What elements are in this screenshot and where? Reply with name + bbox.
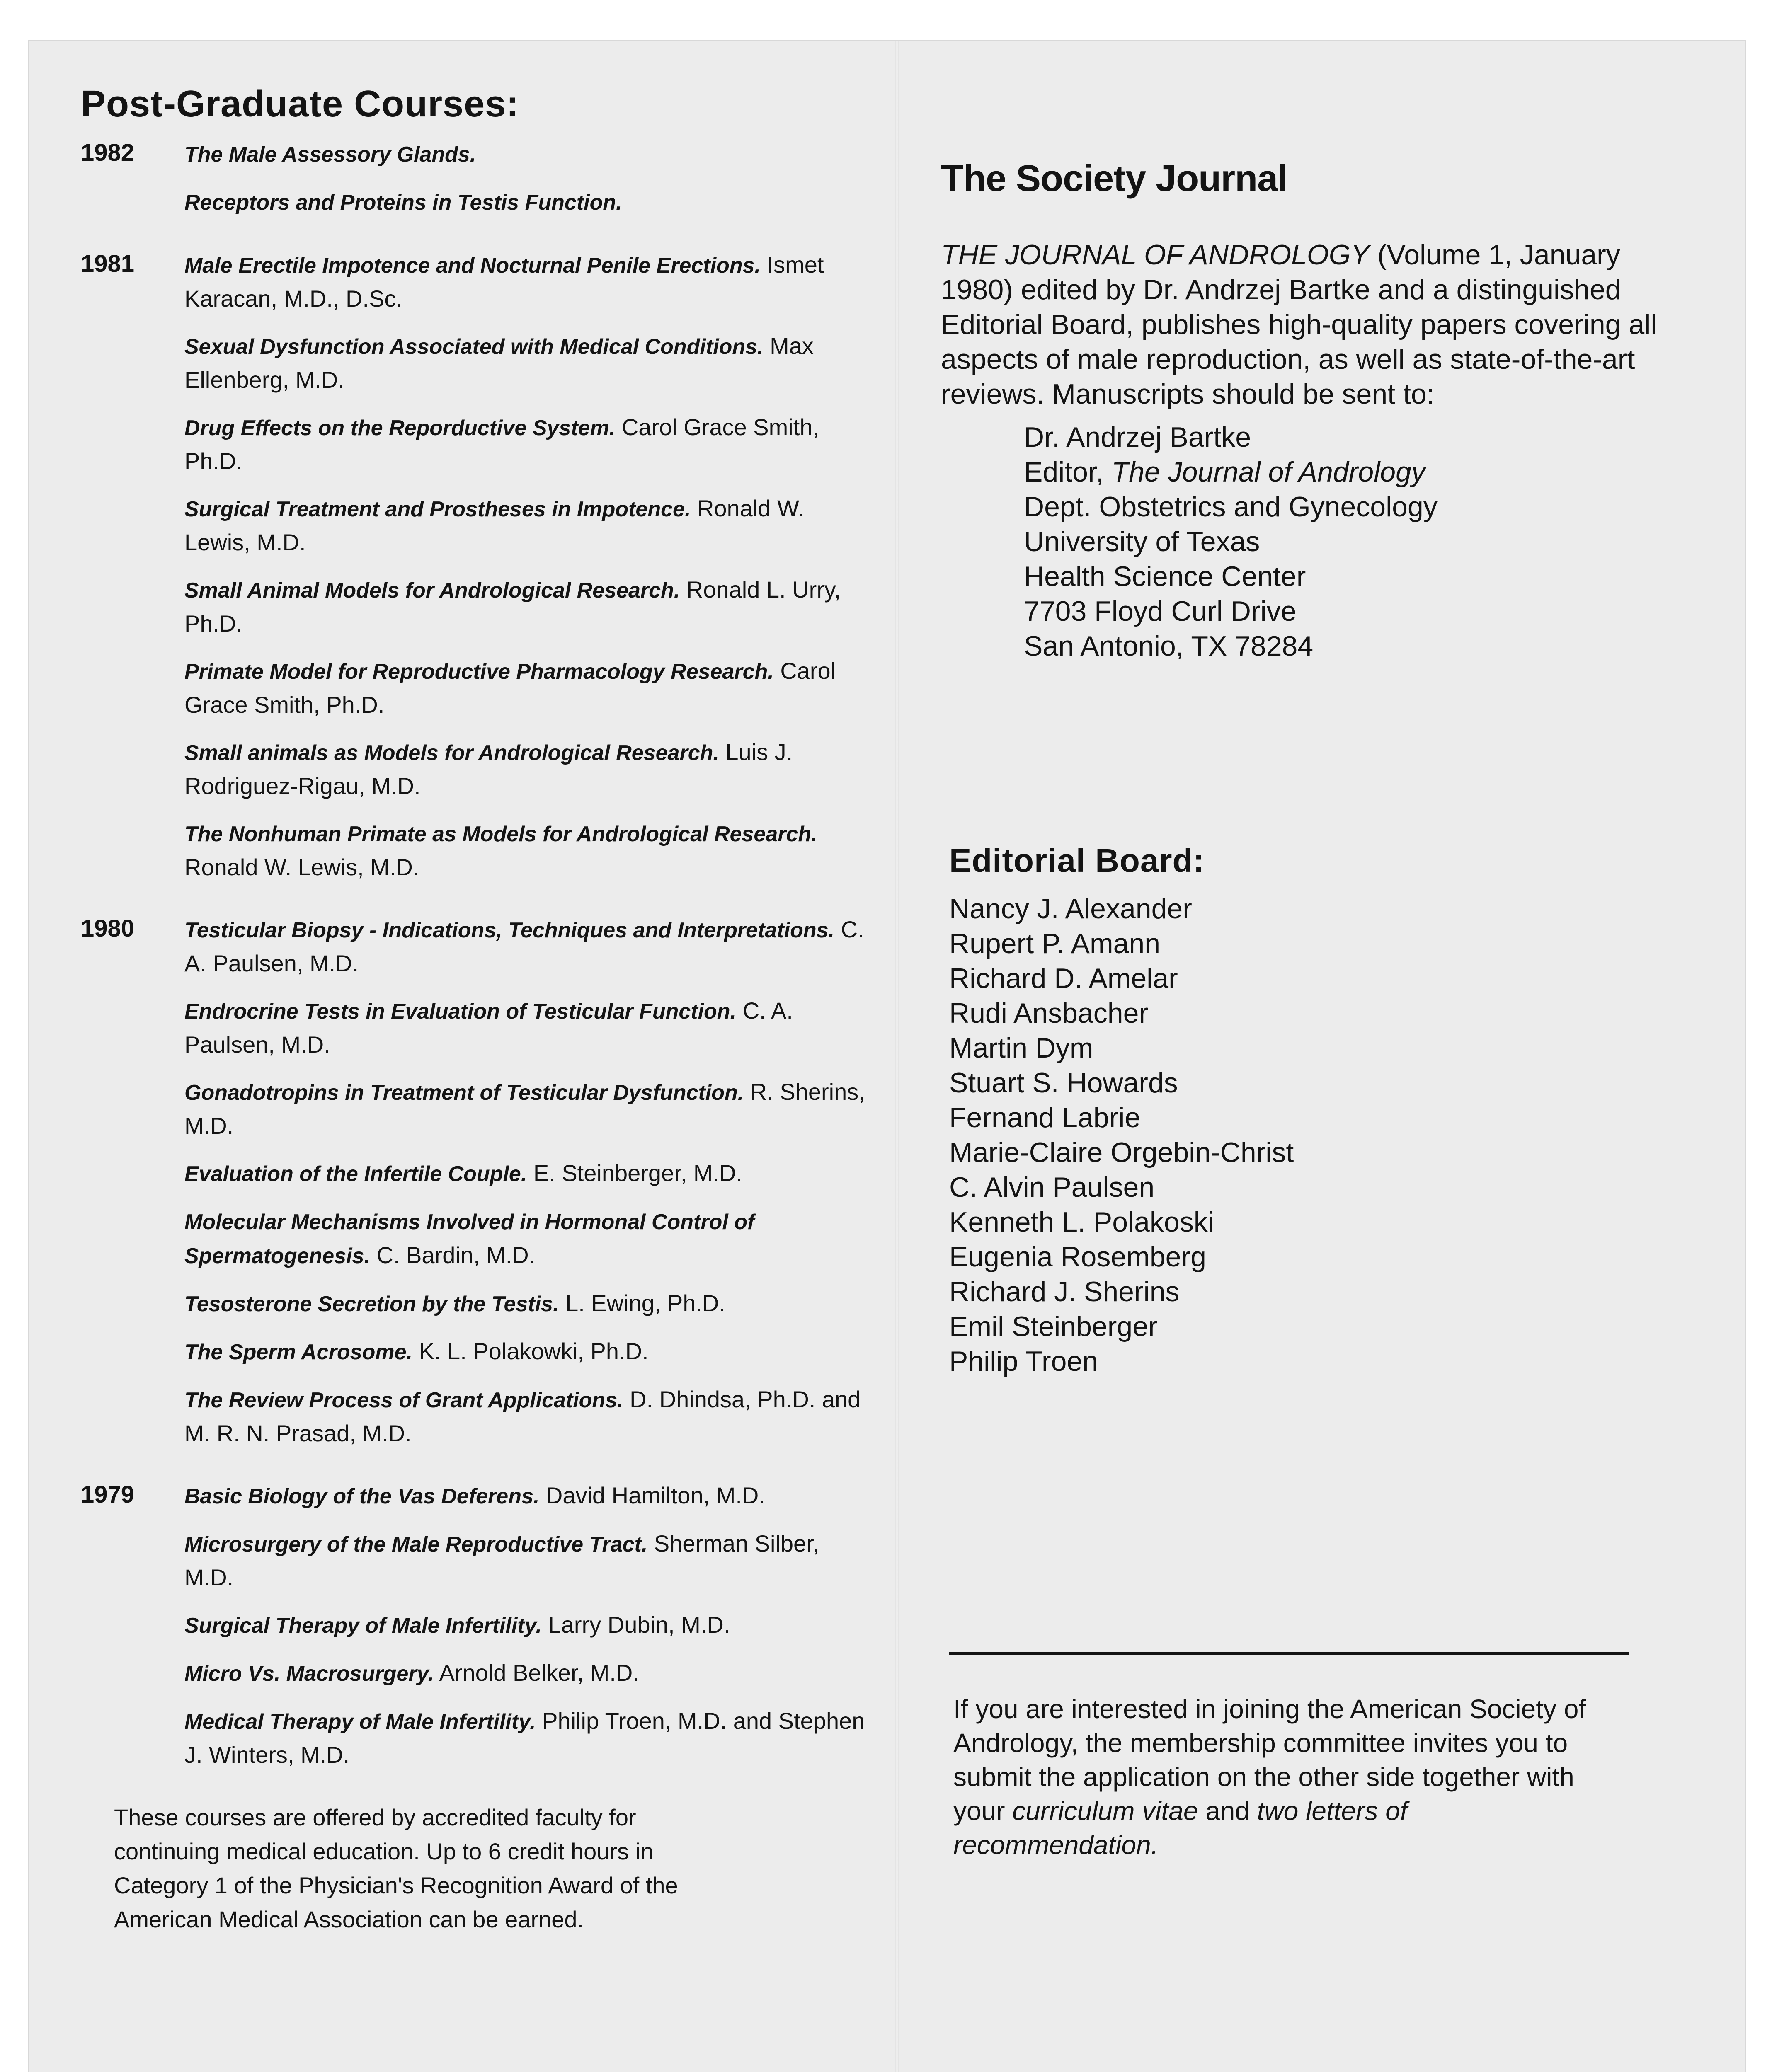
course-title: Basic Biology of the Vas Deferens.: [184, 1484, 540, 1508]
board-member: Eugenia Rosemberg: [949, 1241, 1206, 1273]
course-item: [184, 185, 868, 219]
course-author: K. L. Polakowki, Ph.D.: [419, 1338, 649, 1364]
course-item: [184, 1383, 868, 1450]
address-editor-prefix: Editor,: [1024, 456, 1112, 488]
course-author: Philip Troen, M.D. and Stephen J. Winters, M.D.: [184, 1708, 865, 1768]
course-author: E. Steinberger, M.D.: [533, 1160, 743, 1186]
course-item: [184, 1205, 868, 1273]
course-title: Drug Effects on the Reporductive System.: [184, 416, 616, 440]
course-author: David Hamilton, M.D.: [545, 1482, 765, 1508]
join-text-2: and: [1198, 1796, 1257, 1826]
course-item: [184, 248, 868, 315]
course-author: D. Dhindsa, Ph.D. and M. R. N. Prasad, M.D.: [184, 1386, 861, 1446]
journal-section-title: The Society Journal: [941, 158, 1288, 199]
address-dept: Dept. Obstetrics and Gynecology: [1024, 491, 1438, 523]
year-block: [81, 248, 868, 884]
accreditation-note: These courses are offered by accredited faculty for continuing medical education. Up to 6 credit hours in Category 1 of the Physician's Recognition Award of the American Medical Association can be earned.: [114, 1804, 678, 1932]
course-title: The Nonhuman Primate as Models for Andrological Research.: [184, 822, 817, 846]
course-author: Carol Grace Smith, Ph.D.: [184, 414, 819, 474]
course-item: [184, 411, 868, 478]
course-item: [184, 994, 868, 1061]
join-emphasis-cv: curriculum vitae: [1012, 1796, 1198, 1826]
course-list: [184, 913, 868, 1450]
course-item: [184, 1335, 868, 1369]
course-item: [184, 1479, 868, 1513]
courses-title: Post-Graduate Courses:: [81, 83, 519, 125]
course-title: Surgical Therapy of Male Infertility.: [184, 1614, 542, 1638]
editorial-board-title: Editorial Board:: [949, 842, 1205, 879]
course-title: Surgical Treatment and Prostheses in Impotence.: [184, 497, 691, 521]
course-title: Male Erectile Impotence and Nocturnal Penile Erections.: [184, 254, 761, 278]
course-title: The Sperm Acrosome.: [184, 1340, 413, 1364]
course-item: [184, 1656, 868, 1690]
course-author: C. Bardin, M.D.: [376, 1242, 536, 1268]
board-member: C. Alvin Paulsen: [949, 1172, 1155, 1203]
left-panel: [81, 83, 868, 1936]
course-title: Receptors and Proteins in Testis Function.: [184, 191, 622, 215]
address-street: 7703 Floyd Curl Drive: [1024, 595, 1297, 627]
board-member: Emil Steinberger: [949, 1311, 1158, 1342]
right-panel: [941, 157, 1666, 1862]
course-title: Microsurgery of the Male Reproductive Tract.: [184, 1532, 648, 1556]
course-item: [184, 1608, 868, 1642]
join-emphasis-letters: two letters of recommendation.: [953, 1796, 1408, 1860]
course-item: [184, 1287, 868, 1321]
course-item: [184, 1527, 868, 1594]
course-title: Small Animal Models for Andrological Research.: [184, 579, 680, 603]
course-item: [184, 492, 868, 559]
year-block: [81, 913, 868, 1450]
journal-description: [941, 237, 1666, 411]
course-title: Primate Model for Reproductive Pharmacology Research.: [184, 660, 774, 684]
course-title: Micro Vs. Macrosurgery.: [184, 1662, 434, 1686]
course-year-list: [81, 137, 868, 1772]
course-list: [184, 1479, 868, 1772]
course-item: [184, 329, 868, 397]
year-label: 1980: [81, 915, 135, 942]
course-title: Small animals as Models for Andrological Research.: [184, 741, 719, 765]
course-author: Larry Dubin, M.D.: [548, 1612, 730, 1638]
course-list: [184, 137, 868, 219]
fold-line: [895, 41, 899, 2072]
course-title: Sexual Dysfunction Associated with Medical Conditions.: [184, 335, 764, 359]
board-member: Kenneth L. Polakoski: [949, 1206, 1214, 1238]
editorial-board-list: [949, 891, 1666, 1379]
address-city: San Antonio, TX 78284: [1024, 630, 1314, 662]
address-center: Health Science Center: [1024, 561, 1306, 592]
board-member: Martin Dym: [949, 1032, 1093, 1064]
year-label: 1979: [81, 1481, 135, 1508]
course-author: Ronald L. Urry, Ph.D.: [184, 576, 841, 637]
course-title: Molecular Mechanisms Involved in Hormonal Control of Spermatogenesis.: [184, 1210, 755, 1268]
membership-invitation: [953, 1692, 1617, 1862]
address-university: University of Texas: [1024, 526, 1260, 557]
course-author: C. A. Paulsen, M.D.: [184, 916, 864, 976]
address-editor-journal: The Journal of Andrology: [1111, 456, 1425, 488]
course-author: L. Ewing, Ph.D.: [565, 1290, 726, 1316]
year-block: [81, 137, 868, 219]
course-title: Testicular Biopsy - Indications, Techniques and Interpretations.: [184, 918, 834, 942]
course-item: [184, 573, 868, 640]
course-item: [184, 1157, 868, 1191]
journal-description-text: (Volume 1, January 1980) edited by Dr. Andrzej Bartke and a distinguished Editorial Board, publishes high-quality papers covering all aspects of male reproduction, as well as state-of-the-art reviews. Manuscripts should be sent to:: [941, 239, 1657, 410]
year-label: 1981: [81, 250, 135, 277]
address-editor: [1024, 455, 1666, 489]
course-item: [184, 736, 868, 803]
board-member: Philip Troen: [949, 1346, 1098, 1377]
course-title: Tesosterone Secretion by the Testis.: [184, 1292, 559, 1316]
course-title: Endrocrine Tests in Evaluation of Testicular Function.: [184, 1000, 737, 1024]
board-member: Rudi Ansbacher: [949, 997, 1149, 1029]
course-item: [184, 1075, 868, 1143]
journal-title: THE JOURNAL OF ANDROLOGY: [941, 239, 1370, 271]
course-author: Ronald W. Lewis, M.D.: [184, 854, 419, 880]
course-author: Sherman Silber, M.D.: [184, 1530, 819, 1590]
board-member: Fernand Labrie: [949, 1102, 1141, 1133]
course-item: [184, 817, 868, 884]
year-label: 1982: [81, 139, 135, 166]
course-author: Luis J. Rodriguez-Rigau, M.D.: [184, 739, 793, 799]
address-name: Dr. Andrzej Bartke: [1024, 421, 1251, 453]
course-title: Medical Therapy of Male Infertility.: [184, 1710, 536, 1734]
course-item: [184, 1704, 868, 1772]
divider-rule: [949, 1652, 1629, 1655]
course-title: Evaluation of the Infertile Couple.: [184, 1162, 527, 1186]
board-member: Richard D. Amelar: [949, 963, 1178, 994]
board-member: Nancy J. Alexander: [949, 893, 1192, 925]
course-author: Ismet Karacan, M.D., D.Sc.: [184, 252, 824, 312]
course-title: Gonadotropins in Treatment of Testicular Dysfunction.: [184, 1081, 744, 1105]
course-author: Max Ellenberg, M.D.: [184, 333, 814, 393]
board-member: Richard J. Sherins: [949, 1276, 1180, 1307]
board-member: Marie-Claire Orgebin-Christ: [949, 1137, 1294, 1168]
course-author: C. A. Paulsen, M.D.: [184, 997, 793, 1058]
year-block: [81, 1479, 868, 1772]
course-author: R. Sherins, M.D.: [184, 1079, 865, 1139]
join-text-1: If you are interested in joining the American Society of Andrology, the membership committee invites you to submit the application on the other side together with your: [953, 1694, 1586, 1826]
board-member: Rupert P. Amann: [949, 928, 1161, 959]
course-title: The Review Process of Grant Applications.: [184, 1388, 623, 1412]
board-member: Stuart S. Howards: [949, 1067, 1178, 1099]
course-item: [184, 913, 868, 980]
course-author: Arnold Belker, M.D.: [439, 1660, 639, 1686]
course-author: Carol Grace Smith, Ph.D.: [184, 658, 836, 718]
course-item: [184, 137, 868, 171]
course-title: The Male Assessory Glands.: [184, 143, 476, 167]
course-author: Ronald W. Lewis, M.D.: [184, 495, 805, 555]
course-list: [184, 248, 868, 884]
editor-address: [1024, 420, 1666, 663]
course-item: [184, 654, 868, 721]
